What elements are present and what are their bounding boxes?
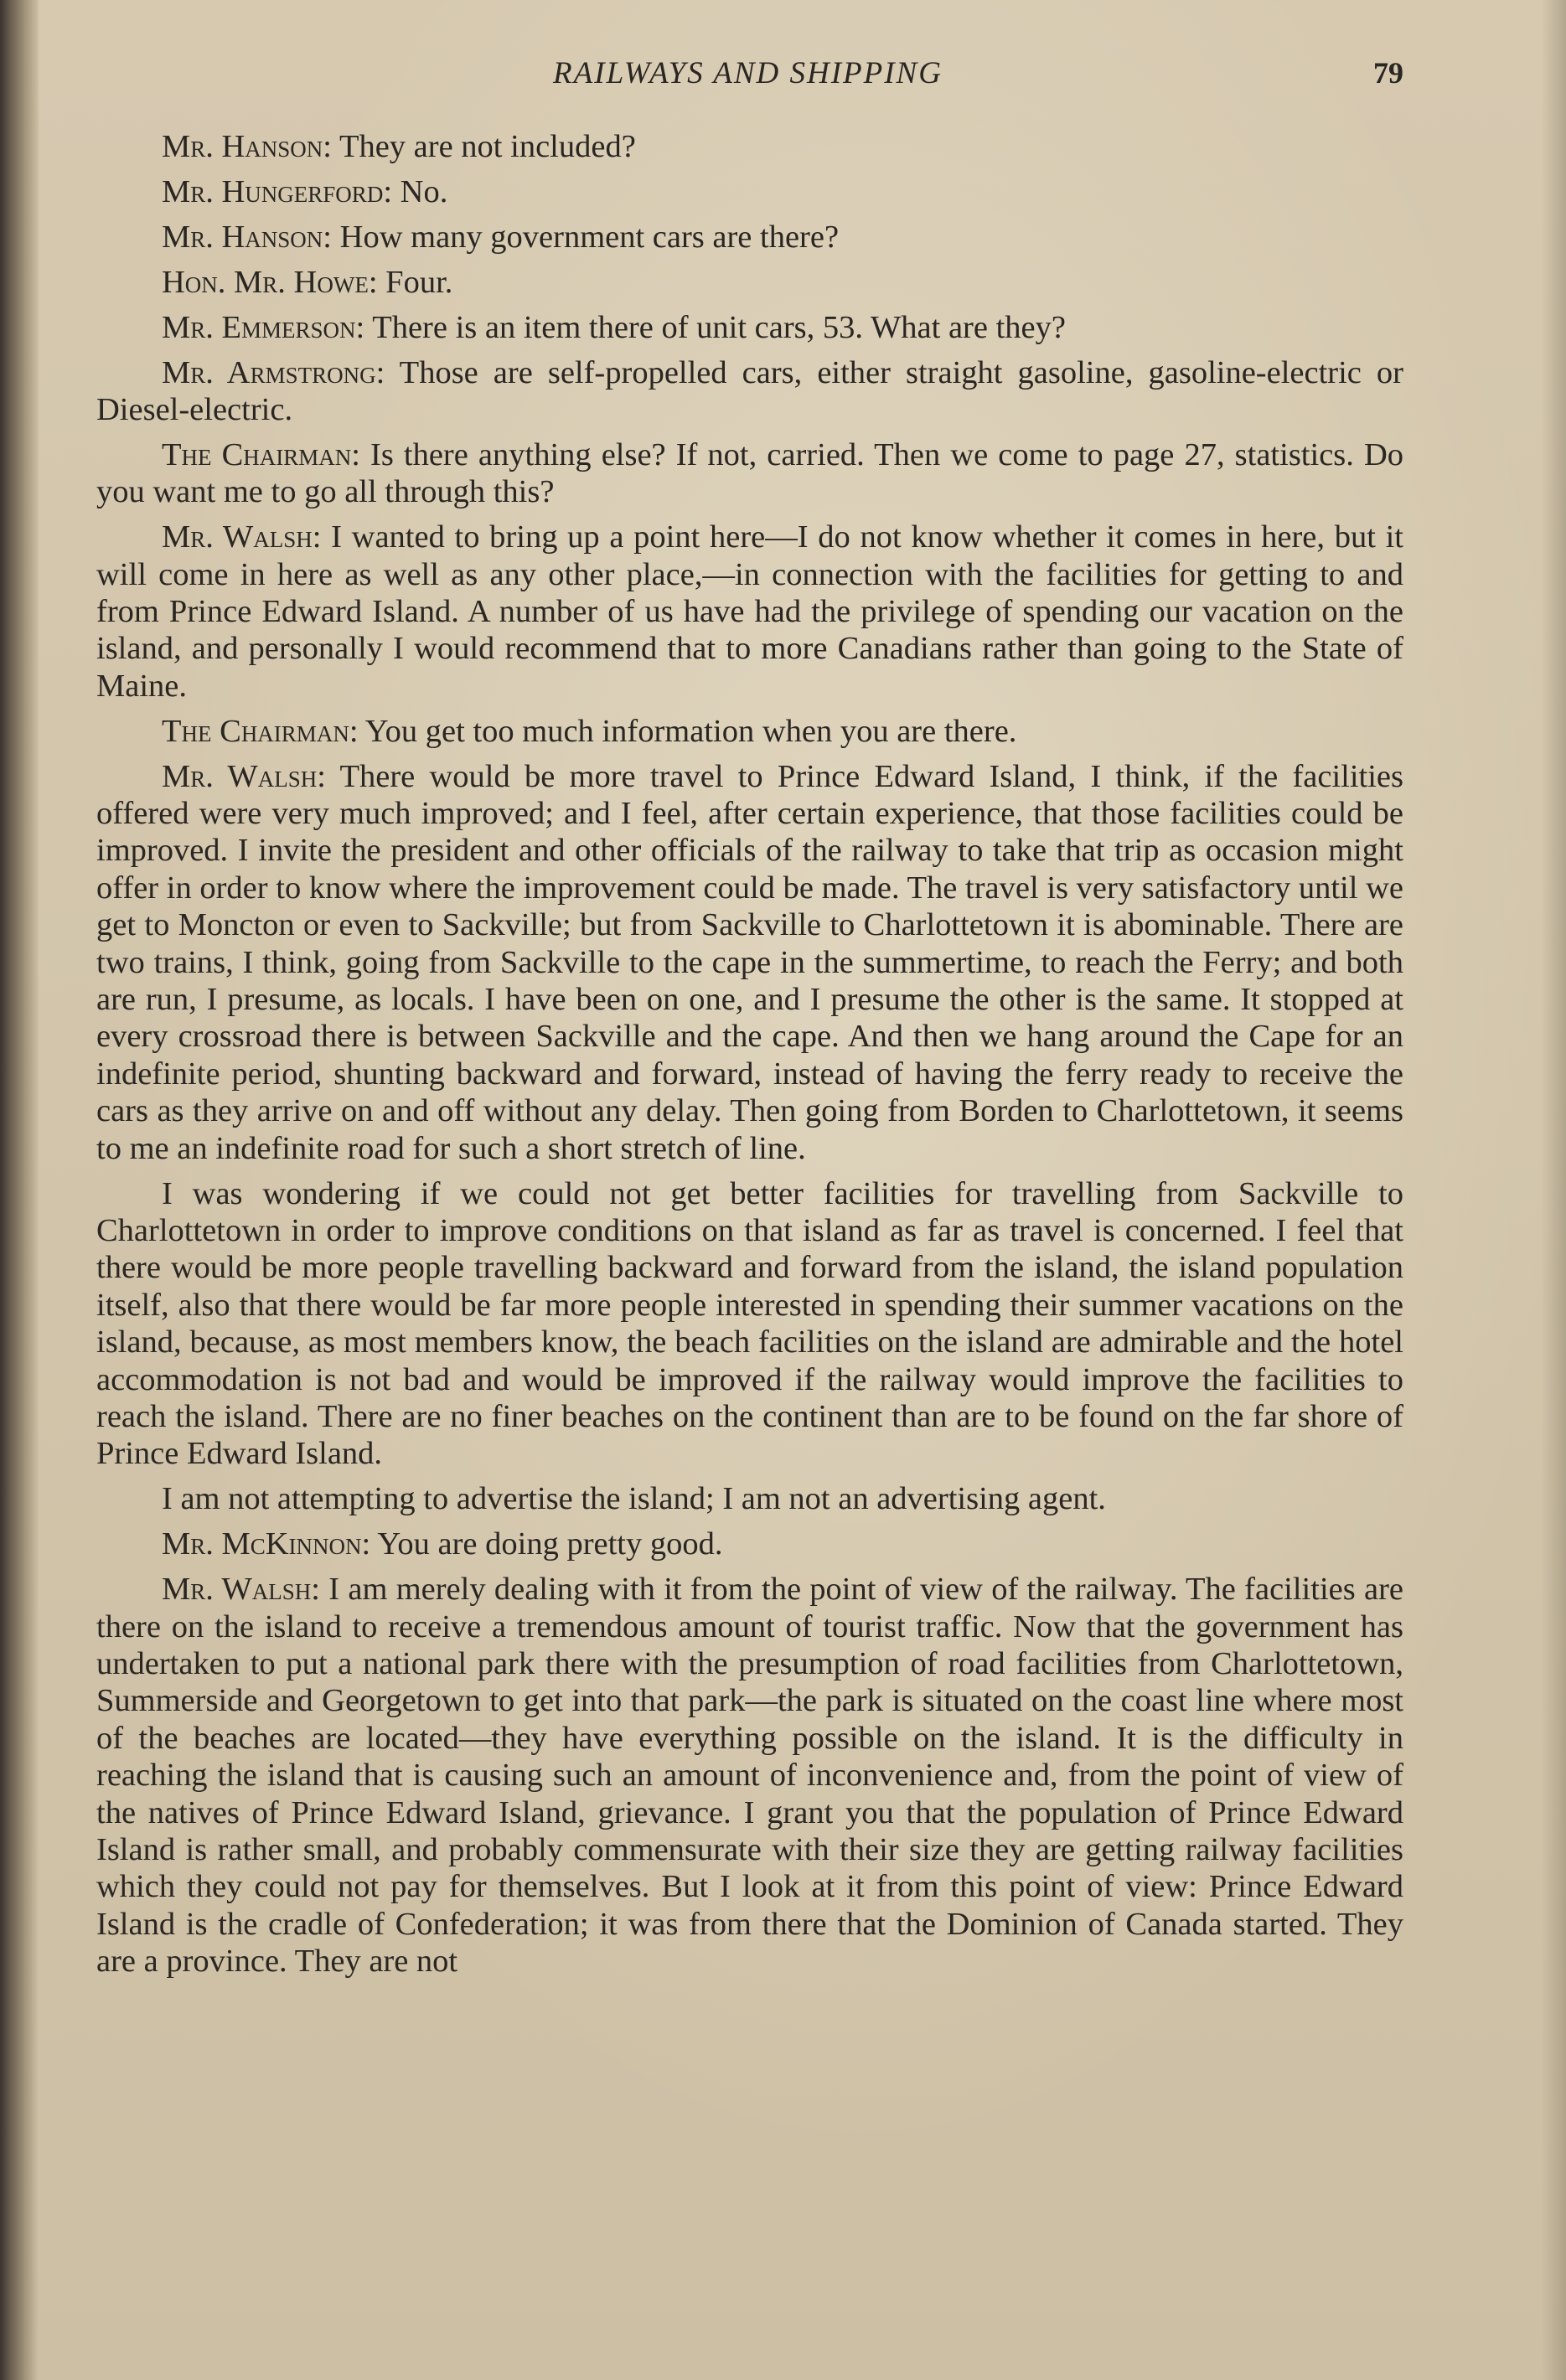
speaker-name: Mr. Hanson:: [162, 129, 333, 164]
speech-text: There would be more travel to Prince Edward Island, I think, if the facilities offered were very much improved; and I feel, after certain experience, that those facilities could be improved. I invite the president and other officials of the railway to take that trip as occasion might offer in order to know where the improvement could be made. The travel is very satisfactory until we get to Moncton or even to Sackville; but from Sackville to Charlottetown it is abominable. There are two trains, I think, going from Sackville to the cape in the summertime, to reach the Ferry; and both are run, I presume, as locals. I have been on one, and I presume the other is the same. It stopped at every crossroad there is between Sackville and the cape. And then we hang around the Cape for an indefinite period, shunting backward and forward, instead of having the ferry ready to receive the cars as they arrive on and off without any delay. Then going from Borden to Charlottetown, it seems to me an indefinite road for such a short stretch of line.: [96, 758, 1403, 1166]
speech-text: You get too much information when you are there.: [364, 713, 1017, 749]
body-text: [96, 128, 1403, 1988]
page-number: 79: [1373, 56, 1403, 90]
speaker-name: Mr. Hanson:: [162, 219, 333, 255]
speaker-name: Mr. Armstrong:: [162, 354, 385, 390]
speech-text: Is there anything else? If not, carried. Then we come to page 27, statistics. Do you want me to go all through this?: [96, 436, 1404, 510]
page-edge-shadow: [1541, 0, 1566, 2380]
speech-text: I am merely dealing with it from the point of view of the railway. The facilities are there on the island to receive a tremendous amount of tourist traffic. Now that the government has undertaken to put a national park there with the presumption of road facilities from Charlottetown, Summerside and Georgetown to get into that park—the park is situated on the coast line where most of the beaches are located—they have everything possible on the island. It is the difficulty in reaching the island that is causing such an amount of inconvenience and, from the point of view of the natives of Prince Edward Island, grievance. I grant you that the population of Prince Edward Island is rather small, and probably commensurate with their size they are getting railway facilities which they could not pay for themselves. But I look at it from this point of view: Prince Edward Island is the cradle of Confederation; it was from there that the Dominion of Canada started. They are a province. They are not: [96, 1572, 1403, 1980]
speaker-name: Mr. Hungerford:: [162, 173, 393, 209]
speech-text: They are not included?: [339, 129, 636, 164]
paragraph: [96, 309, 1403, 346]
paragraph: [96, 713, 1403, 750]
running-head: [96, 55, 1403, 106]
speech-text: Four.: [385, 264, 453, 300]
paragraph: [96, 219, 1403, 256]
speech-text: I wanted to bring up a point here—I do not know whether it comes in here, but it will come in here as well as any other place,—in connection with the facilities for getting to and from Prince Edward Island. A number of us have had the privilege of spending our vacation on the island, and personally I would recommend that to more Canadians rather than going to the State of Maine.: [96, 519, 1403, 704]
running-title: RAILWAYS AND SHIPPING: [553, 56, 943, 90]
speaker-name: Hon. Mr. Howe:: [162, 264, 378, 300]
speaker-name: The Chairman:: [162, 713, 359, 749]
paragraph: [96, 519, 1403, 705]
speaker-name: Mr. McKinnon:: [162, 1526, 371, 1562]
speech-text: Those are self-propelled cars, either straight gasoline, gasoline-electric or Diesel-electric.: [96, 354, 1403, 427]
speech-text: I was wondering if we could not get better facilities for travelling from Sackville to Charlottetown in order to improve conditions on that island as far as travel is concerned. I feel that there would be more people travelling backward and forward from the island, the island population itself, also that there would be far more people interested in spending their summer vacations on the island, because, as most members know, the beach facilities on the island are admirable and the hotel accommodation is not bad and would be improved if the railway would improve the facilities to reach the island. There are no finer beaches on the continent than are to be found on the far shore of Prince Edward Island.: [96, 1175, 1403, 1472]
speaker-name: Mr. Walsh:: [162, 1572, 320, 1608]
paragraph: [96, 173, 1403, 210]
speaker-name: Mr. Walsh:: [162, 519, 322, 555]
paragraph: [96, 128, 1403, 165]
paragraph: [96, 758, 1403, 1167]
speech-text: No.: [400, 173, 448, 209]
book-binding-shadow: [0, 0, 39, 2380]
paragraph: [96, 1571, 1403, 1980]
speech-text: I am not attempting to advertise the island; I am not an advertising agent.: [162, 1481, 1106, 1517]
speech-text: How many government cars are there?: [339, 219, 840, 255]
paragraph: [96, 264, 1403, 301]
speech-text: There is an item there of unit cars, 53. What are they?: [372, 309, 1066, 345]
paragraph: [96, 1480, 1403, 1517]
speaker-name: The Chairman:: [162, 436, 360, 472]
paragraph: [96, 354, 1403, 429]
speech-text: You are doing pretty good.: [377, 1526, 723, 1562]
speaker-name: Mr. Emmerson:: [162, 309, 365, 345]
paragraph: [96, 1175, 1403, 1473]
paragraph: [96, 1526, 1403, 1562]
paragraph: [96, 436, 1403, 511]
speaker-name: Mr. Walsh:: [162, 758, 326, 794]
